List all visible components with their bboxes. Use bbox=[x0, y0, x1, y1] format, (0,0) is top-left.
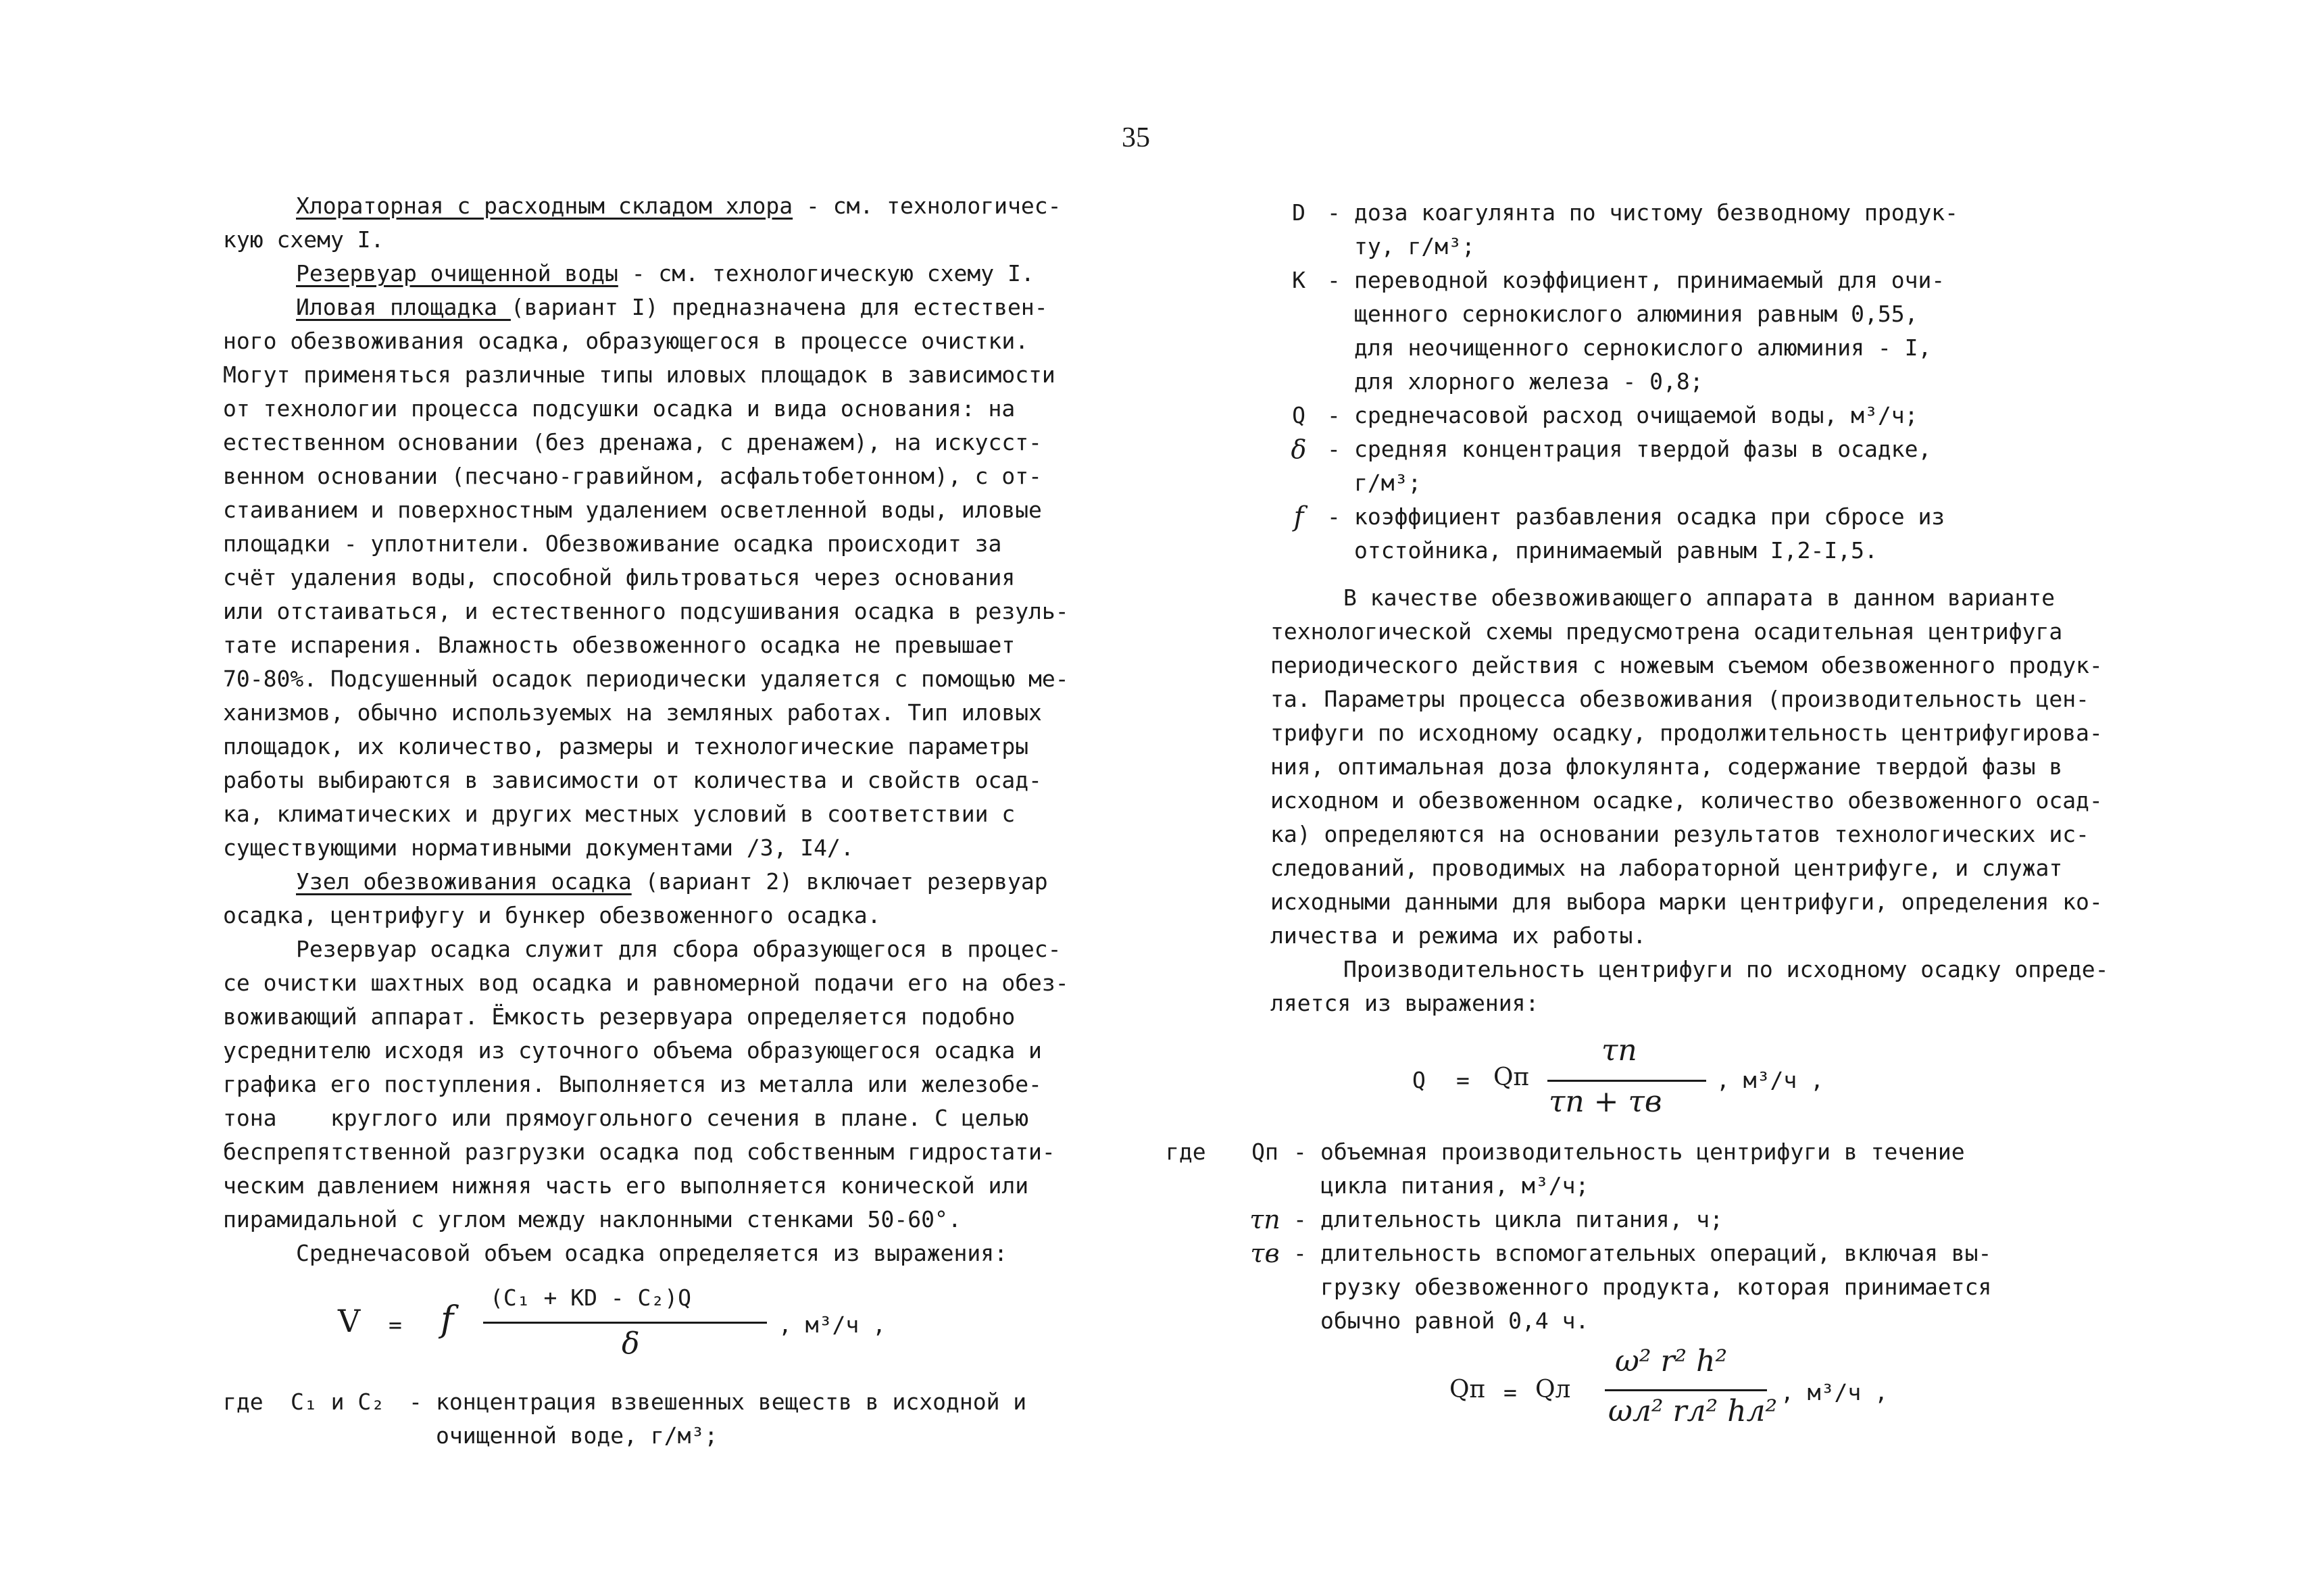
text-line: технологической схемы предусмотрена осадительная центрифуга bbox=[1270, 618, 2063, 645]
definition-symbol: f bbox=[1293, 501, 1304, 532]
left-column: Хлораторная с расходным складом хлора - см. технологичес- кую схему I. Резервуар очищенной воды - см. технологическую схему I. Иловая площадка (вариант I) предназначена для естествен- ного обезвоживания осадка, образующегося в процессе очистки. Могут применяться различные типы иловых площадок в зависимости от технологии процесса подсушки осадка и вида основания: на естественном основании (без дренажа, с дренажем), на искусст- венном основании (песчано-гравийном, асфальтобетонном), с от- стаиванием и поверхностным удалением осветленной воды, иловые площадки - уплотнители. Обезвоживание осадка происходит за счёт удаления воды, способной фильтроваться через основания или отстаиваться, и естественного подсушивания осадка в резуль- тате испарения. Влажность обезвоженного осадка не превышает 70-80%. Подсушенный осадок периодически удаляется с помощью ме- ханизмов, обычно используемых на земляных работах. Тип иловых площадок, их количество, размеры и технологические параметры работы выбираются в зависимости от количества и свойств осад- ка, климатических и других местных условий в соответствии с существующими нормативными документами /3, I4/. Узел обезвоживания осадка (вариант 2) включает резервуар осадка, центрифугу и бункер обезвоженного осадка. Резервуар осадка служит для сбора образующегося в процес- се очистки шахтных вод осадка и равномерной подачи его на обез- воживающий аппарат. Ёмкость резервуара определяется подобно усреднителю исходя из суточного объема образующегося осадка и графика его поступления. Выполняется из металла или железобе- тона круглого или прямоугольного сечения в плане. С целью беспрепятственной разгрузки осадка под собственным гидростати- ческим давлением нижняя часть его выполняется конической или пирамидальной с углом между наклонными стенками 50-60°. Среднечасовой объем осадка определяется из выражения: V = f (C₁ + KD - C₂)Q δ , м³/ч , где C₁ и C₂ - концентрация взвешенных веществ в исходной и очищенной воде, г/м³; bbox=[223, 189, 1095, 1453]
text-line: личества и режима их работы. bbox=[1270, 922, 1647, 949]
page-number: 35 bbox=[1122, 122, 1150, 153]
definition-tau-n: τп - длительность цикла питания, ч; bbox=[1166, 1203, 2129, 1237]
text-line: ческим давлением нижняя часть его выполняется конической или bbox=[223, 1172, 1029, 1199]
paragraph-sludge-bed: Иловая площадка (вариант I) предназначена для естествен- bbox=[296, 294, 1048, 320]
text-line: стаиванием и поверхностным удалением осветленной воды, иловые bbox=[223, 497, 1042, 523]
definition-qn: где Qп - объемная производительность центрифуги в течение цикла питания, м³/ч; bbox=[1166, 1135, 2129, 1203]
definitions-centrifuge bbox=[1166, 1135, 2129, 1338]
definition-q: Q - среднечасовой расход очищаемой воды, м³/ч; bbox=[1270, 399, 2129, 432]
formula-equals: = bbox=[1456, 1067, 1470, 1093]
fraction-bar bbox=[483, 1322, 767, 1324]
formula-equals: = bbox=[1503, 1379, 1517, 1405]
text-line: площадок, их количество, размеры и технологические параметры bbox=[223, 733, 1029, 759]
paragraph-productivity: Производительность центрифуги по исходному осадку опреде- bbox=[1343, 956, 2109, 982]
definition-symbol: C₁ и C₂ bbox=[291, 1389, 385, 1415]
definition-symbol: Qп bbox=[1251, 1139, 1278, 1165]
formula-productivity-n bbox=[1270, 1338, 2129, 1446]
right-column: D - доза коагулянта по чистому безводному продук- ту, г/м³; K - переводной коэффициент, принимаемый для очи- щенного сернокислого алюминия равным 0,55, для неочищенного сернокислого алюминия - I, для хлорного железа - 0,8; Q - среднечасовой расход очищаемой воды, м³/ч; δ - средняя концентрация твердой фазы в осадке, г/м³; f - коэффициент разбавления осадка при сбросе из отстойника, принимаемый равным I,2-I,5. В качестве обезвоживающего аппарата в данном варианте технологической схемы предусмотрена осадительная центрифуга периодического действия с ножевым съемом обезвоженного продук- та. Параметры процесса обезвоживания (производительность цен- трифуги по исходному осадку, продолжительность центрифугирова- ния, оптимальная доза флокулянта, содержание твердой фазы в исходном и обезвоженном осадке, количество обезвоженного осад- ка) определяются на основании результатов технологических ис- следований, проводимых на лабораторной центрифуге, и служат исходными данными для выбора марки центрифуги, определения ко- личества и режима их работы. Производительность центрифуги по исходному осадку опреде- ляется из выражения: Q = Qп τп τп + τв , м³/ч , где Qп - объемная производительность центрифуги в течение цикла питания, м³/ч; τп - длительность цикла питания, ч; τв - длительность вспомогательных операций, включая вы- грузку обезвоженного продукта, которая принимается обычно равной 0,4 ч. Qп = Qл ω² r² h² ωл² rл² hл² , м³/ч , bbox=[1270, 196, 2129, 1446]
definitions-list bbox=[1270, 196, 2129, 568]
text-line: существующими нормативными документами /3, I4/. bbox=[223, 834, 854, 861]
text-line: периодического действия с ножевым съемом обезвоженного продук- bbox=[1270, 652, 2103, 678]
text-line: ка, климатических и других местных условий в соответствии с bbox=[223, 801, 1016, 827]
text-line: ка) определяются на основании результатов технологических ис- bbox=[1270, 821, 2089, 847]
definition-symbol: Q bbox=[1292, 402, 1305, 428]
formula-unit: , м³/ч , bbox=[1716, 1067, 1824, 1093]
text-line: венном основании (песчано-гравийном, асфальтобетонном), с от- bbox=[223, 463, 1042, 489]
formula-denominator: τп + τв bbox=[1549, 1084, 1662, 1119]
definition-delta: δ - средняя концентрация твердой фазы в осадке, г/м³; bbox=[1270, 432, 2129, 500]
definition-k: K - переводной коэффициент, принимаемый для очи- щенного сернокислого алюминия равным 0,55, для неочищенного сернокислого алюминия - I, для хлорного железа - 0,8; bbox=[1270, 264, 2129, 399]
text-line: тона круглого или прямоугольного сечения в плане. С целью bbox=[223, 1105, 1029, 1131]
text-line: исходном и обезвоженном осадке, количество обезвоженного осад- bbox=[1270, 787, 2103, 814]
heading-sludge-bed: Иловая площадка bbox=[296, 294, 511, 320]
fraction-bar bbox=[1605, 1389, 1767, 1391]
formula-productivity bbox=[1270, 1020, 2129, 1135]
text-line: площадки - уплотнители. Обезвоживание осадка происходит за bbox=[223, 530, 1002, 557]
definition-symbol: τп bbox=[1249, 1205, 1280, 1235]
text-line: работы выбираются в зависимости от количества и свойств осад- bbox=[223, 767, 1042, 793]
text-line: пирамидальной с углом между наклонными стенками 50-60°. bbox=[223, 1206, 962, 1232]
formula-factor: f bbox=[441, 1299, 454, 1340]
paragraph-reservoir: Резервуар очищенной воды - см. технологическую схему I. bbox=[296, 260, 1035, 286]
paragraph-centrifuge: В качестве обезвоживающего аппарата в данном варианте bbox=[1343, 584, 2055, 611]
definition-symbol: D bbox=[1292, 199, 1305, 226]
formula-volume bbox=[223, 1270, 1095, 1372]
formula-equals: = bbox=[389, 1312, 402, 1338]
formula-lhs: Q bbox=[1412, 1067, 1426, 1093]
definition-d: D - доза коагулянта по чистому безводному продук- ту, г/м³; bbox=[1270, 196, 2129, 264]
text-line: графика его поступления. Выполняется из металла или железобе- bbox=[223, 1071, 1042, 1097]
heading-reservoir: Резервуар очищенной воды bbox=[296, 260, 618, 286]
paragraph-volume-intro: Среднечасовой объем осадка определяется из выражения: bbox=[296, 1240, 1007, 1266]
text-line: от технологии процесса подсушки осадка и вида основания: на bbox=[223, 395, 1016, 422]
formula-denominator: ωл² rл² hл² bbox=[1608, 1394, 1778, 1428]
formula-factor: Qп bbox=[1493, 1064, 1530, 1091]
formula-denominator: δ bbox=[622, 1326, 640, 1361]
formula-lhs: Qп bbox=[1449, 1376, 1486, 1403]
heading-dewatering-unit: Узел обезвоживания осадка bbox=[296, 868, 632, 895]
text-line: воживающий аппарат. Ёмкость резервуара определяется подобно bbox=[223, 1003, 1016, 1030]
definition-symbol: τв bbox=[1250, 1239, 1280, 1268]
paragraph-sludge-tank: Резервуар осадка служит для сбора образующегося в процес- bbox=[296, 936, 1062, 962]
formula-unit: , м³/ч , bbox=[1781, 1379, 1888, 1405]
formula-numerator: ω² r² h² bbox=[1615, 1344, 1728, 1378]
text-line: тате испарения. Влажность обезвоженного осадка не превышает bbox=[223, 632, 1016, 658]
formula-numerator: (C₁ + KD - C₂)Q bbox=[490, 1285, 692, 1311]
text-line: трифуги по исходному осадку, продолжительность центрифугирова- bbox=[1270, 720, 2103, 746]
formula-unit: , м³/ч , bbox=[778, 1312, 886, 1338]
text-line: та. Параметры процесса обезвоживания (производительность цен- bbox=[1270, 686, 2089, 712]
text-line: 70-80%. Подсушенный осадок периодически удаляется с помощью ме- bbox=[223, 666, 1069, 692]
formula-numerator: τп bbox=[1601, 1033, 1637, 1068]
definition-symbol: K bbox=[1292, 267, 1305, 293]
formula-factor: Qл bbox=[1535, 1376, 1571, 1403]
text-line: ния, оптимальная доза флокулянта, содержание твердой фазы в bbox=[1270, 753, 2063, 780]
definition-symbol: δ bbox=[1291, 434, 1307, 464]
text-line: ханизмов, обычно используемых на земляных работах. Тип иловых bbox=[223, 699, 1042, 726]
text-line: или отстаиваться, и естественного подсушивания осадка в резуль- bbox=[223, 598, 1069, 624]
text-line: ного обезвоживания осадка, образующегося в процессе очистки. bbox=[223, 328, 1029, 354]
paragraph-dewatering-unit: Узел обезвоживания осадка (вариант 2) включает резервуар bbox=[296, 868, 1048, 895]
text-line: исходными данными для выбора марки центрифуги, определения ко- bbox=[1270, 889, 2103, 915]
text-line: се очистки шахтных вод осадка и равномерной подачи его на обез- bbox=[223, 970, 1069, 996]
text-line: счёт удаления воды, способной фильтроваться через основания bbox=[223, 564, 1016, 591]
definition-tau-v: τв - длительность вспомогательных операций, включая вы- грузку обезвоженного продукта, которая принимается обычно равной 0,4 ч. bbox=[1166, 1237, 2129, 1338]
text-line: усреднителю исходя из суточного объема образующегося осадка и bbox=[223, 1037, 1042, 1064]
text-line: беспрепятственной разгрузки осадка под собственным гидростати- bbox=[223, 1139, 1055, 1165]
definition-f: f - коэффициент разбавления осадка при сбросе из отстойника, принимаемый равным I,2-I,5. bbox=[1270, 500, 2129, 568]
text-line: Могут применяться различные типы иловых площадок в зависимости bbox=[223, 361, 1055, 388]
fraction-bar bbox=[1547, 1080, 1706, 1082]
text-line: следований, проводимых на лабораторной центрифуге, и служат bbox=[1270, 855, 2063, 881]
text-line: естественном основании (без дренажа, с дренажем), на искусст- bbox=[223, 429, 1042, 455]
definition-c1-c2: где C₁ и C₂ - концентрация взвешенных веществ в исходной и очищенной воде, г/м³; bbox=[223, 1385, 1095, 1453]
formula-lhs: V bbox=[338, 1303, 361, 1339]
paragraph-sludge-bed-body bbox=[223, 324, 1095, 865]
paragraph-chlorinator: Хлораторная с расходным складом хлора - см. технологичес- bbox=[296, 193, 1062, 219]
heading-chlorinator: Хлораторная с расходным складом хлора bbox=[296, 193, 793, 219]
